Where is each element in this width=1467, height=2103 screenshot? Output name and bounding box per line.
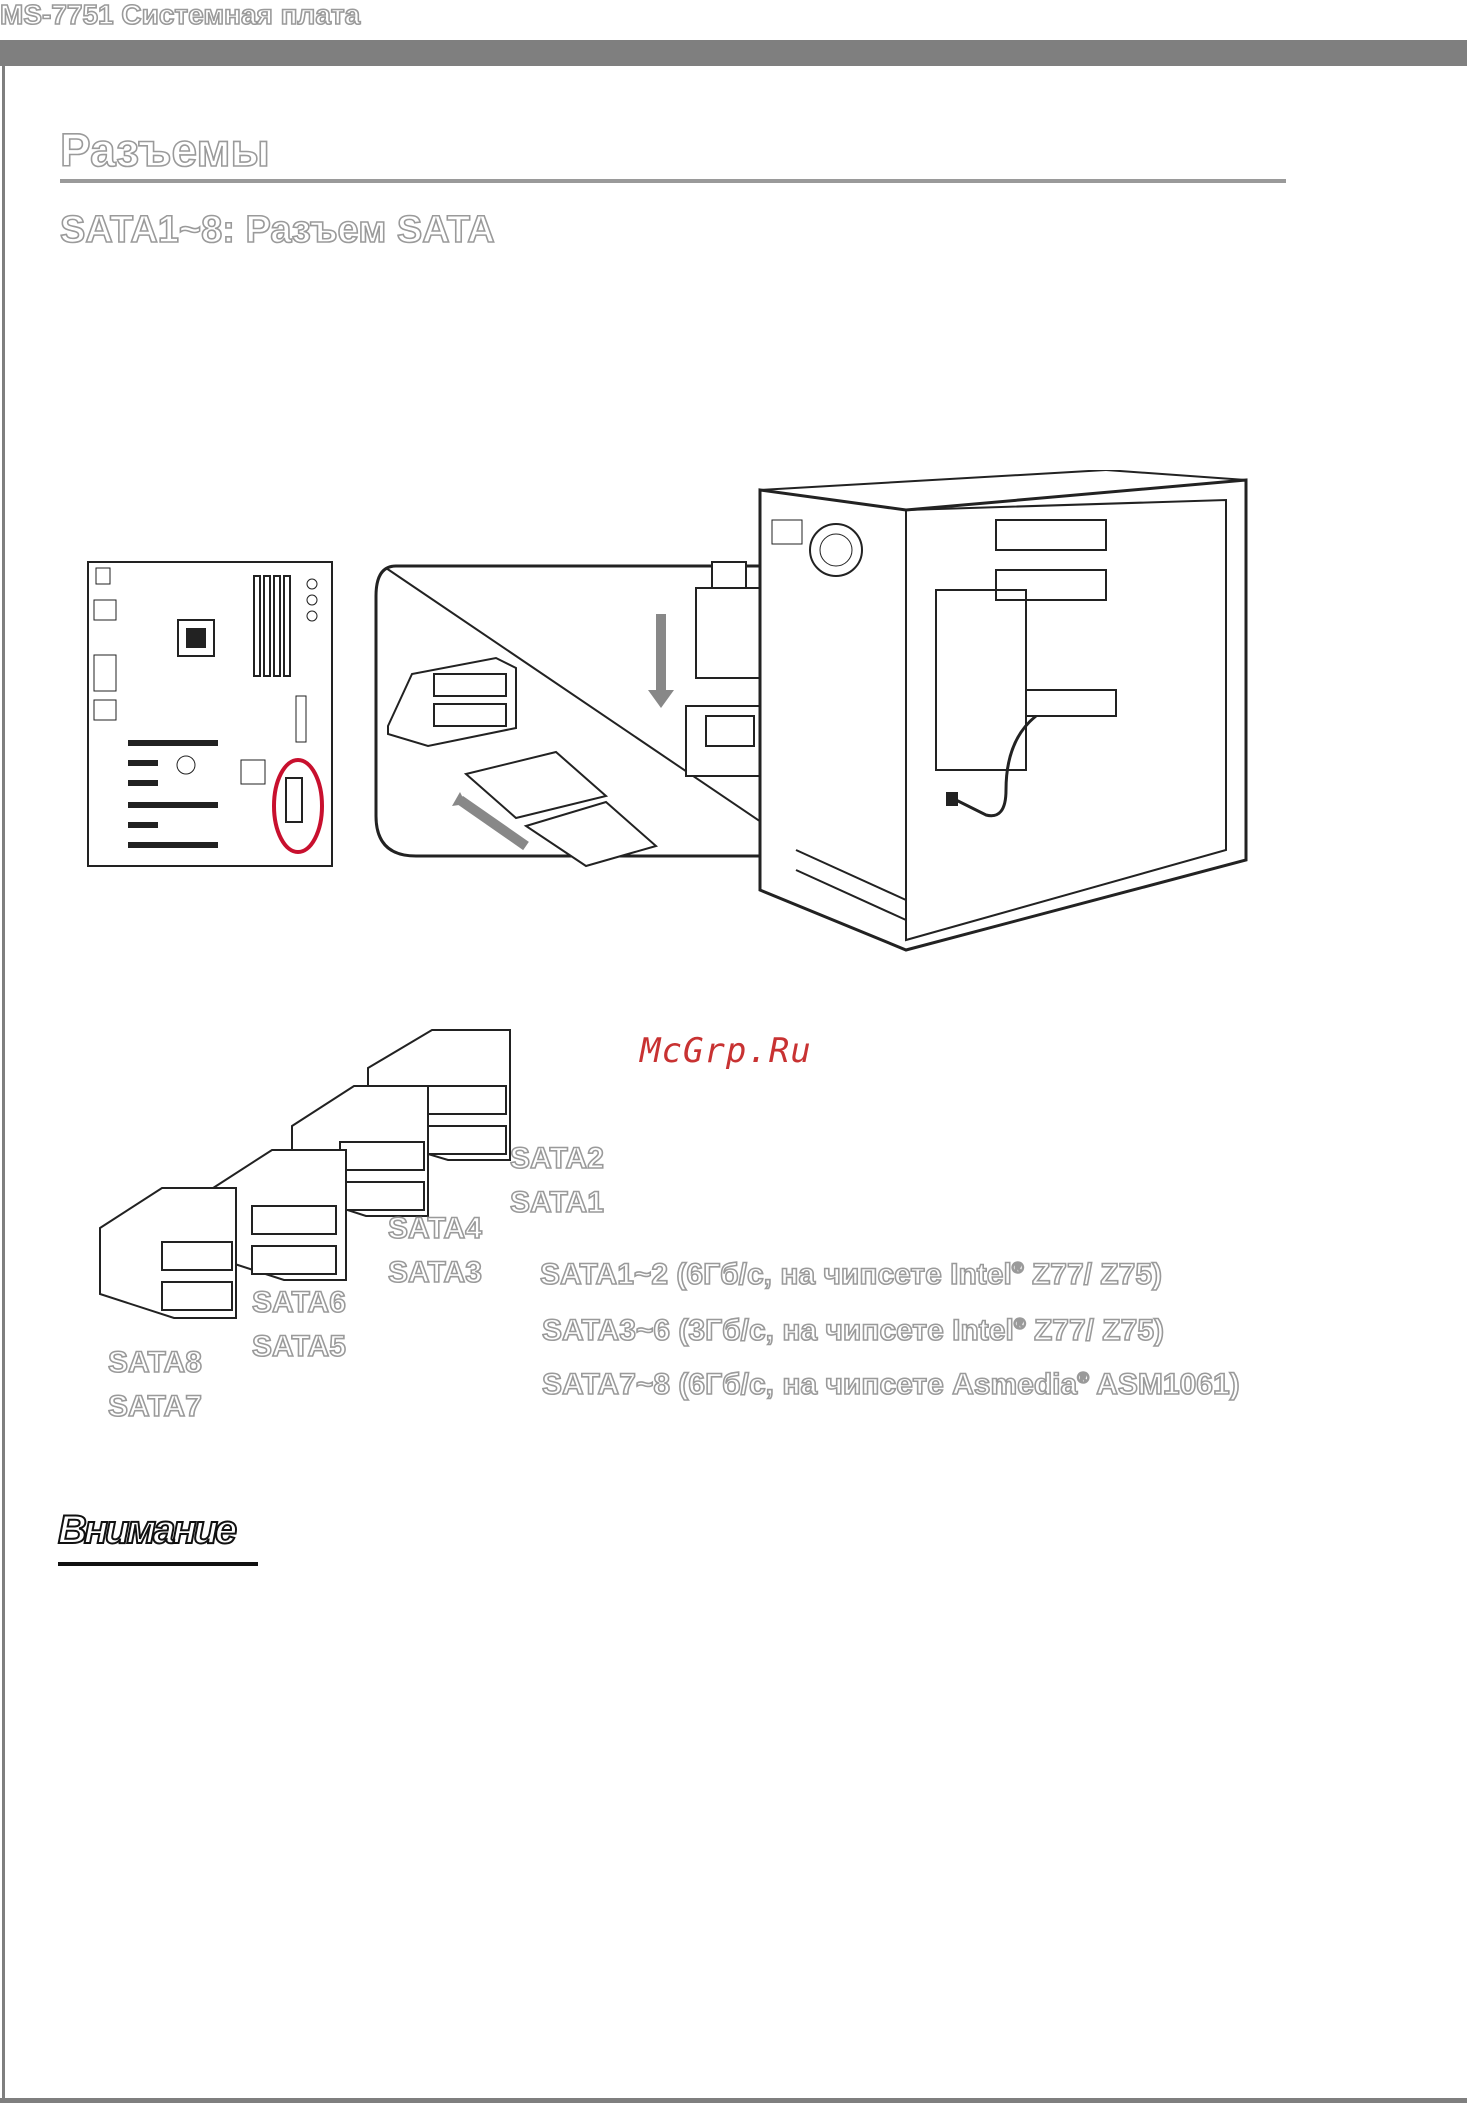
motherboard-diagram	[86, 560, 336, 870]
bottom-rule	[0, 2098, 1467, 2103]
left-margin-rule	[2, 40, 5, 2103]
spec-sata3-6	[542, 1308, 1164, 1348]
attention-underline	[58, 1562, 258, 1566]
spec-text: ASM1061)	[1089, 1368, 1240, 1401]
spec-text: Z77/ Z75)	[1025, 1314, 1164, 1347]
watermark: McGrp.Ru	[640, 1031, 812, 1071]
label-sata2: SATA2	[510, 1142, 604, 1175]
registered-mark: ®	[1011, 1260, 1024, 1277]
attention-heading: Внимание	[58, 1508, 235, 1552]
label-sata4: SATA4	[388, 1212, 482, 1245]
header-bar	[0, 40, 1467, 66]
label-sata5: SATA5	[252, 1330, 346, 1363]
label-sata3: SATA3	[388, 1256, 482, 1289]
section-rule	[60, 179, 1286, 183]
spec-sata1-2	[540, 1252, 1162, 1292]
spec-text: SATA3~6 (3Гб/с, на чипсете Intel	[542, 1314, 1014, 1347]
pc-case-diagram	[756, 470, 1256, 960]
label-sata8: SATA8	[108, 1346, 202, 1379]
spec-text: Z77/ Z75)	[1023, 1258, 1162, 1291]
spec-text: SATA1~2 (6Гб/с, на чипсете Intel	[540, 1258, 1012, 1291]
label-sata7: SATA7	[108, 1390, 202, 1423]
registered-mark: ®	[1013, 1316, 1026, 1333]
spec-text: SATA7~8 (6Гб/с, на чипсете Asmedia	[542, 1368, 1078, 1401]
spec-sata7-8	[542, 1362, 1240, 1402]
document-header: MS-7751 Системная плата	[0, 0, 361, 30]
label-sata6: SATA6	[252, 1286, 346, 1319]
section-title: Разъемы	[60, 124, 270, 176]
registered-mark: ®	[1077, 1370, 1089, 1387]
connector-title: SATA1~8: Разъем SATA	[60, 209, 495, 251]
label-sata1: SATA1	[510, 1186, 604, 1219]
